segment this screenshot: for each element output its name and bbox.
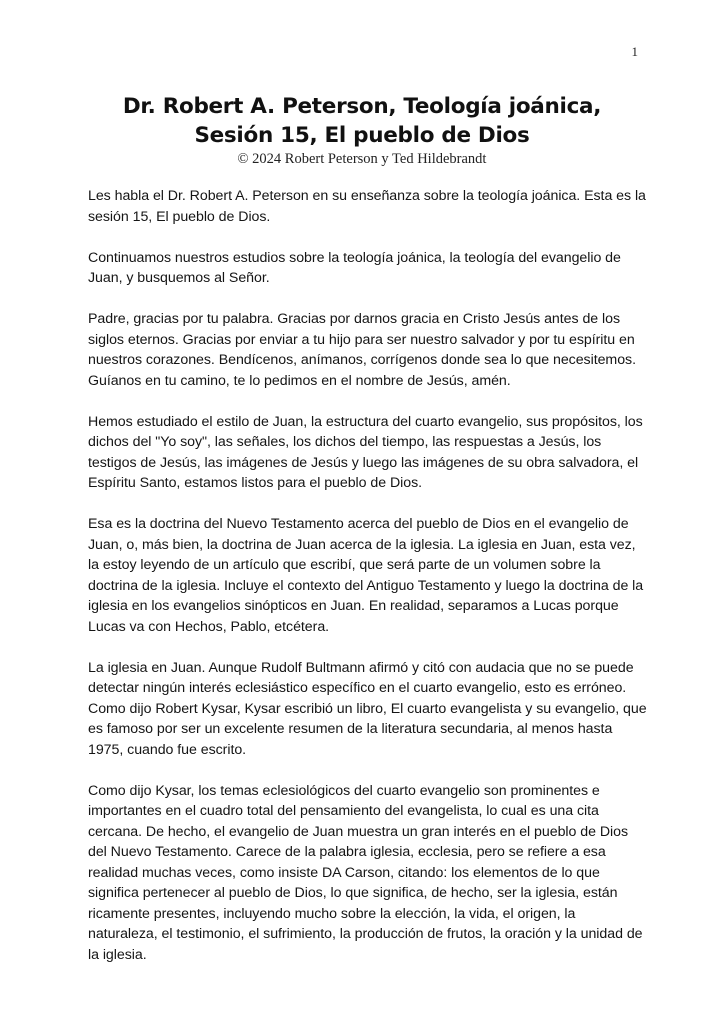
document-title-line-2: Sesión 15, El pueblo de Dios [194,123,530,148]
paragraph: Como dijo Kysar, los temas eclesiológicos del cuarto evangelio son prominentes e importantes en el cuadro total del pensamiento del evangelista, lo cual es una cita cercana. De hecho, el evangelio de Juan muestra un gran interés en el pueblo de Dios del Nuevo Testamento. Carece de la palabra iglesia, ecclesia, pero se refiere a esa realidad muchas veces, como insiste DA Carson, citando: los elementos de lo que significa pertenecer al pueblo de Dios, lo que significa, de hecho, ser la iglesia, están ricamente presentes, incluyendo mucho sobre la elección, la vida, el origen, la naturaleza, el testimonio, el sufrimiento, la producción de frutos, la oración y la unidad de la iglesia. [88,782,643,963]
paragraph: Continuamos nuestros estudios sobre la teología joánica, la teología del evangelio de Juan, y busquemos al Señor. [88,249,621,286]
paragraph: Esa es la doctrina del Nuevo Testamento acerca del pueblo de Dios en el evangelio de Juan, o, más bien, la doctrina de Juan acerca de la iglesia. La iglesia en Juan, esta vez, la estoy leyendo de un artículo que escribí, que será parte de un volumen sobre la doctrina de la iglesia. Incluye el contexto del Antiguo Testamento y luego la doctrina de la iglesia en los evangelios sinópticos en Juan. En realidad, separamos a Lucas porque Lucas va con Hechos, Pablo, etcétera. [88,516,644,635]
page-number: 1 [631,44,638,59]
copyright-notice: © 2024 Robert Peterson y Ted Hildebrandt [237,151,487,167]
paragraph: Hemos estudiado el estilo de Juan, la estructura del cuarto evangelio, sus propósitos, los dichos del "Yo soy", las señales, los dichos del tiempo, las respuestas a Jesús, los testigos de Jesús, las imágenes de Jesús y luego las imágenes de su obra salvadora, el Espíritu Santo, estamos listos para el pueblo de Dios. [88,413,643,491]
paragraph: La iglesia en Juan. Aunque Rudolf Bultmann afirmó y citó con audacia que no se puede detectar ningún interés eclesiástico específico en el cuarto evangelio, esto es erróneo. Como dijo Robert Kysar, Kysar escribió un libro, El cuarto evangelista y su evangelio, que es famoso por ser un excelente resumen de la literatura secundaria, al menos hasta 1975, cuando fue escrito. [88,659,647,758]
document-header [0,92,724,168]
paragraph: Padre, gracias por tu palabra. Gracias por darnos gracia en Cristo Jesús antes de los siglos eternos. Gracias por enviar a tu hijo para ser nuestro salvador y por tu espíritu en nuestros corazones. Bendícenos, anímanos, corrígenos donde sea lo que necesitemos. Guíanos en tu camino, te lo pedimos en el nombre de Jesús, amén. [88,311,636,389]
paragraph: Les habla el Dr. Robert A. Peterson en su enseñanza sobre la teología joánica. Esta es la sesión 15, El pueblo de Dios. [88,188,646,225]
document-body [88,186,648,986]
document-title-line-1: Dr. Robert A. Peterson, Teología joánica, [122,94,602,119]
